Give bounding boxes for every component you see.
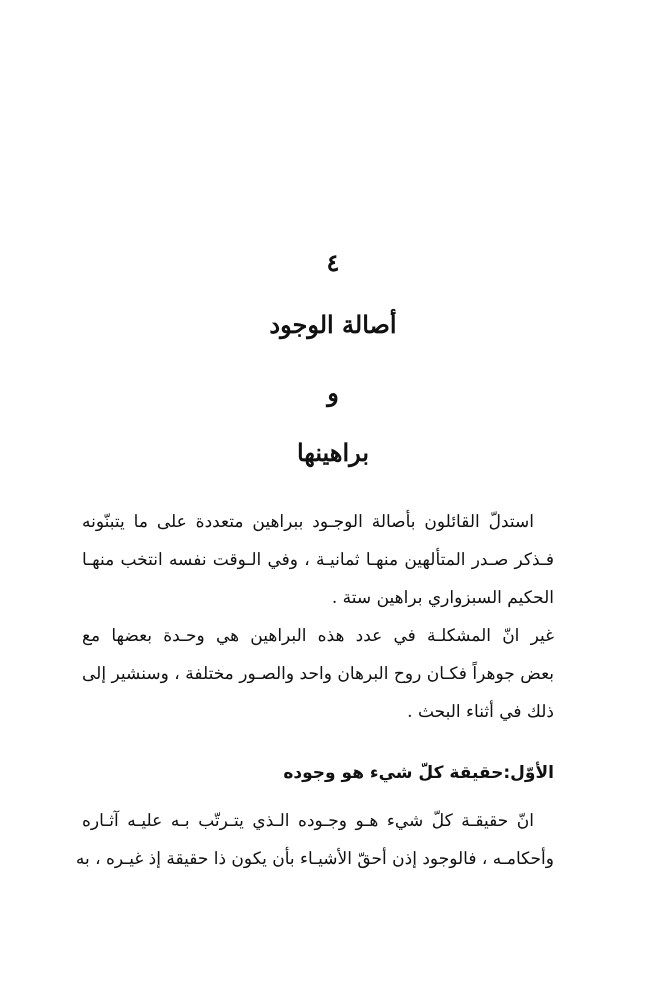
chapter-title-conjunction: و bbox=[327, 378, 339, 407]
paragraph-1 bbox=[82, 503, 554, 617]
paragraph-line: بعض جوهراً فكـان روح البرهان واحد والصـور مختلفة ، وسنشير إلى bbox=[82, 664, 554, 684]
paragraph-line: وأحكامـه ، فالوجود إذن أحقّ الأشيـاء بأن يكون ذا حقيقة إذ غيـره ، به bbox=[75, 849, 554, 869]
paragraph-line: استدلّ القائلون بأصالة الوجـود ببراهين متعددة على ما يتبنّونه bbox=[82, 512, 534, 532]
chapter-number: ٤ bbox=[326, 248, 340, 277]
chapter-title-line-1: أصالة الوجود bbox=[269, 310, 397, 339]
section-heading: الأوّل:حقيقة كلّ شيء هو وجوده bbox=[283, 763, 554, 783]
paragraph-line: فـذكر صـدر المتألهين منهـا ثمانيـة ، وفي الـوقت نفسه انتخب منهـا bbox=[82, 550, 554, 570]
chapter-title-line-2: براهينها bbox=[296, 438, 370, 467]
paragraph-line: الحكيم السبزواري براهين ستة . bbox=[331, 588, 554, 608]
section-paragraph bbox=[75, 802, 554, 878]
paragraph-line: ذلك في أثناء البحث . bbox=[407, 702, 554, 722]
paragraph-2 bbox=[82, 617, 554, 731]
paragraph-line: غير انّ المشكلـة في عدد هذه البراهين هي وحـدة بعضها مع bbox=[82, 626, 554, 646]
paragraph-line: انّ حقيقـة كلّ شيء هـو وجـوده الـذي يتـرتّب بـه عليـه آثـاره bbox=[82, 811, 534, 831]
